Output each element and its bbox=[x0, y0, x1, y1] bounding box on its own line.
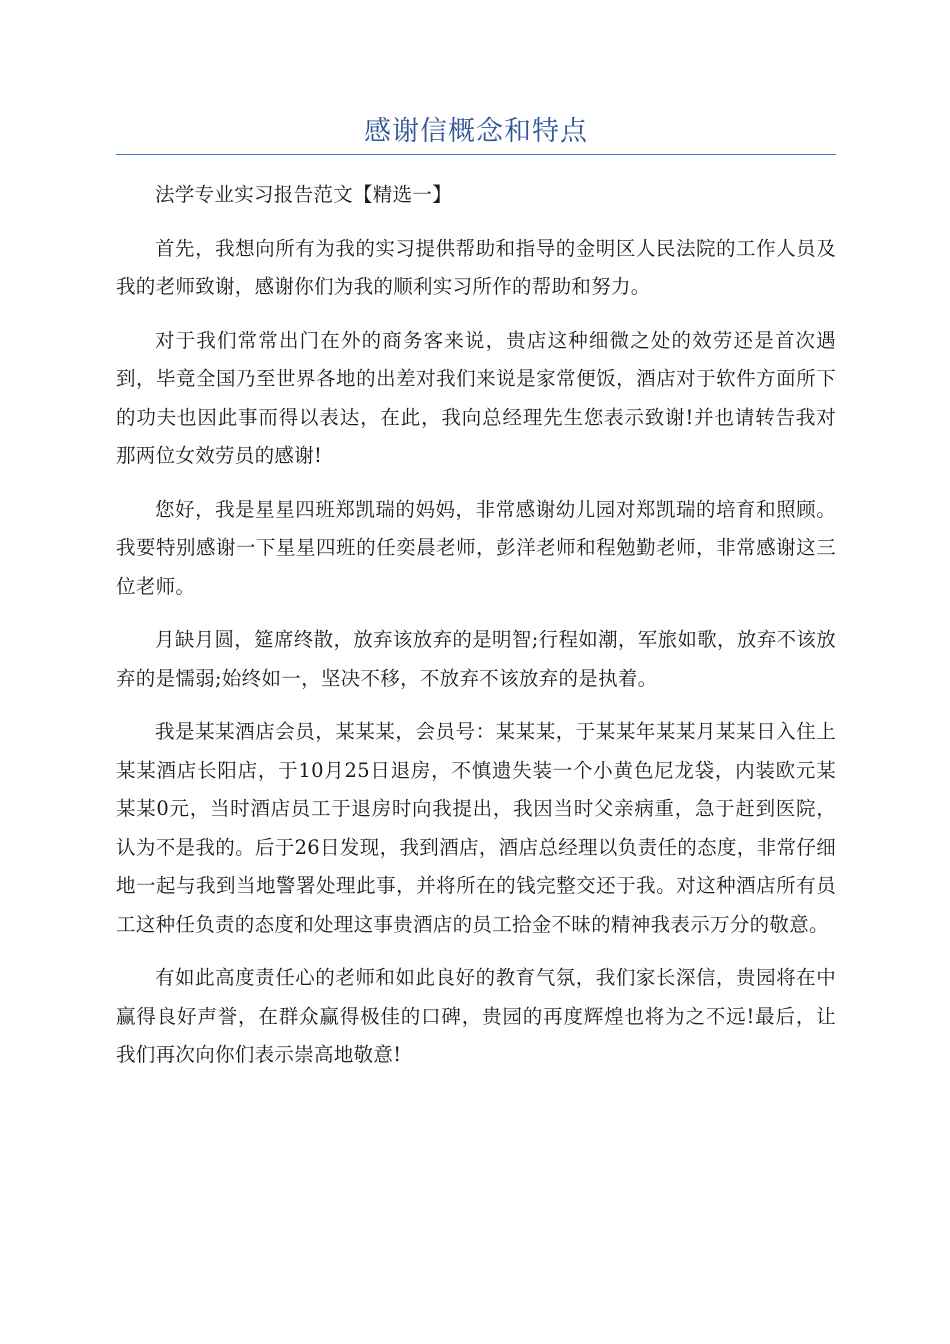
title-underline bbox=[116, 154, 836, 155]
document-body bbox=[116, 176, 836, 1090]
document-title: 感谢信概念和特点 bbox=[364, 116, 588, 147]
paragraph-3: 您好，我是星星四班郑凯瑞的妈妈，非常感谢幼儿园对郑凯瑞的培育和照顾。我要特别感谢一下星星四班的任奕晨老师，彭洋老师和程勉勤老师，非常感谢这三位老师。 bbox=[116, 497, 836, 598]
paragraph-6: 有如此高度责任心的老师和如此良好的教育气氛，我们家长深信，贵园将在中赢得良好声誉，在群众赢得极佳的口碑，贵园的再度辉煌也将为之不远!最后，让我们再次向你们表示崇高地敬意! bbox=[116, 966, 836, 1066]
section-heading: 法学专业实习报告范文【精选一】 bbox=[155, 183, 453, 206]
paragraph-4: 月缺月圆，筵席终散，放弃该放弃的是明智;行程如潮，军旅如歌，放弃不该放弃的是懦弱;始终如一，坚决不移，不放弃不该放弃的是执着。 bbox=[116, 628, 836, 690]
paragraph-2: 对于我们常常出门在外的商务客来说，贵店这种细微之处的效劳还是首次遇到，毕竟全国乃至世界各地的出差对我们来说是家常便饭，酒店对于软件方面所下的功夫也因此事而得以表达，在此，我向总经理先生您表示致谢!并也请转告我对那两位女效劳员的感谢! bbox=[116, 328, 836, 467]
paragraph-5: 我是某某酒店会员，某某某，会员号：某某某，于某某年某某月某某日入住上某某酒店长阳店，于10月25日退房，不慎遗失装一个小黄色尼龙袋，内装欧元某某某0元，当时酒店员工于退房时向我提出，我因当时父亲病重，急于赶到医院，认为不是我的。后于26日发现，我到酒店，酒店总经理以负责任的态度，非常仔细地一起与我到当地警署处理此事，并将所在的钱完整交还于我。对这种酒店所有员工这种任负责的态度和处理这事贵酒店的员工拾金不昧的精神我表示万分的敬意。 bbox=[116, 720, 836, 936]
paragraph-1: 首先，我想向所有为我的实习提供帮助和指导的金明区人民法院的工作人员及我的老师致谢，感谢你们为我的顺利实习所作的帮助和努力。 bbox=[116, 236, 836, 298]
